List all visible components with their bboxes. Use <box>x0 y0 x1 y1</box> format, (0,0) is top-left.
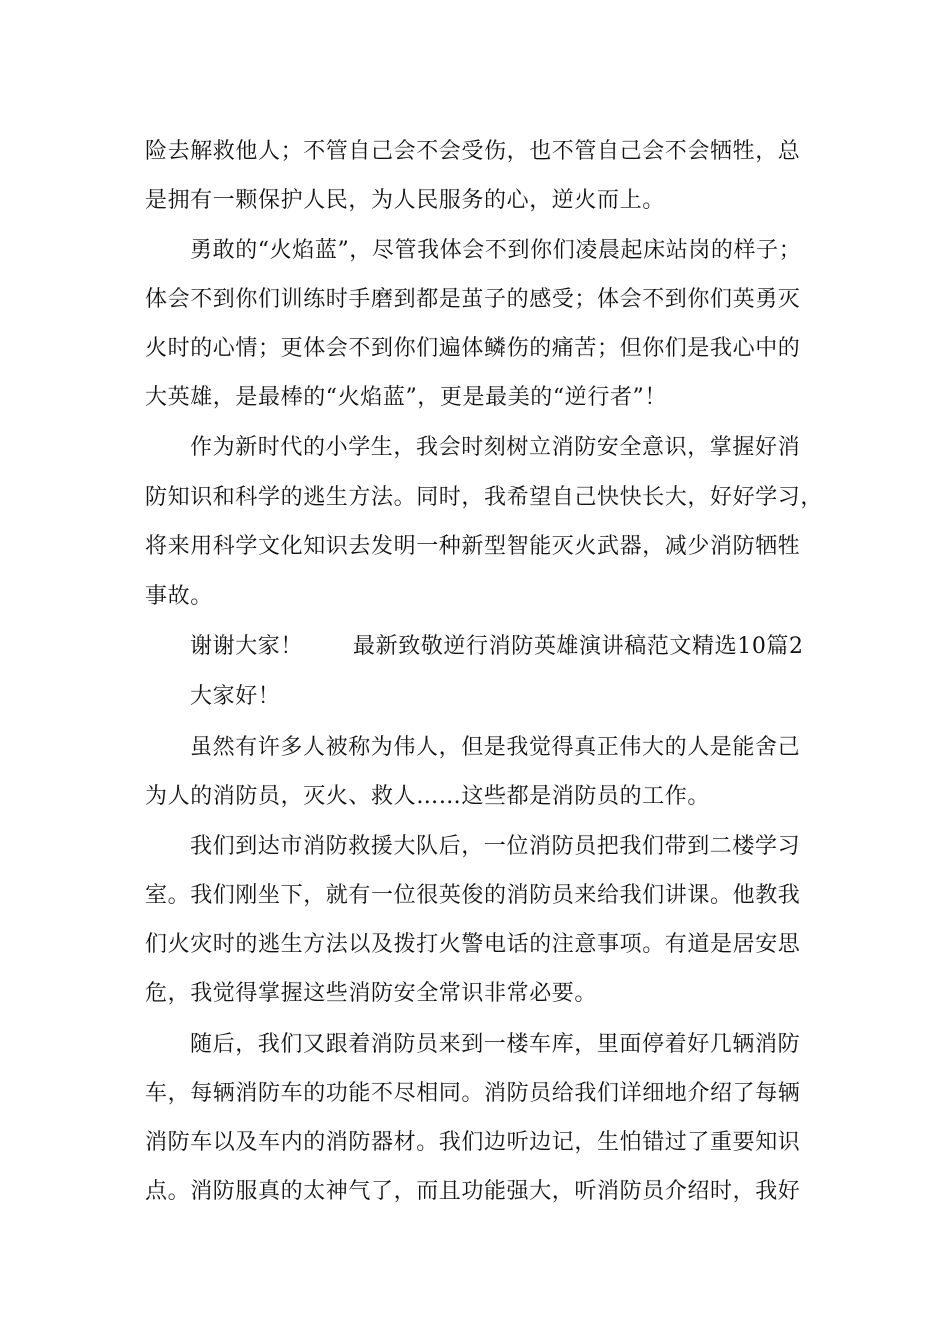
text-line-22: 点。消防服真的太神气了，而且功能强大，听消防员介绍时，我好 <box>145 1179 801 1204</box>
greeting-line: 大家好！ <box>190 684 281 709</box>
text-line-7: 作为新时代的小学生，我会时刻树立消防安全意识，掌握好消 <box>190 435 801 460</box>
text-line-1: 险去解救他人；不管自己会不会受伤，也不管自己会不会牺牲，总 <box>145 139 801 164</box>
text-line-14: 为人的消防员，灭火、救人……这些都是消防员的工作。 <box>145 784 711 809</box>
text-line-6: 大英雄，是最棒的“火焰蓝”，更是最美的“逆行者”！ <box>145 385 667 410</box>
text-line-4: 体会不到你们训练时手磨到都是茧子的感受；体会不到你们英勇灭 <box>145 287 801 312</box>
text-line-17: 们火灾时的逃生方法以及拨打火警电话的注意事项。有道是居安思 <box>145 932 801 957</box>
text-line-20: 车，每辆消防车的功能不尽相同。消防员给我们详细地介绍了每辆 <box>145 1081 801 1106</box>
closing-and-heading-line <box>190 632 804 662</box>
thanks-text: 谢谢大家！ <box>190 634 304 659</box>
text-line-5: 火时的心情；更体会不到你们遍体鳞伤的痛苦；但你们是我心中的 <box>145 336 801 361</box>
text-line-10: 事故。 <box>145 584 213 609</box>
text-line-13: 虽然有许多人被称为伟人，但是我觉得真正伟大的人是能舍己 <box>190 735 801 760</box>
text-line-19: 随后，我们又跟着消防员来到一楼车库，里面停着好几辆消防 <box>190 1032 801 1057</box>
section-heading: 最新致敬逆行消防英雄演讲稿范文精选10篇2 <box>353 634 804 659</box>
text-line-18: 危，我觉得掌握这些消防安全常识非常必要。 <box>145 981 598 1006</box>
text-line-2: 是拥有一颗保护人民，为人民服务的心，逆火而上。 <box>145 188 665 213</box>
text-line-15: 我们到达市消防救援大队后，一位消防员把我们带到二楼学习 <box>190 834 801 859</box>
text-line-3: 勇敢的“火焰蓝”，尽管我体会不到你们凌晨起床站岗的样子； <box>190 238 802 263</box>
text-line-9: 将来用科学文化知识去发明一种新型智能灭火武器，减少消防牺牲 <box>145 534 801 559</box>
text-line-8: 防知识和科学的逃生方法。同时，我希望自己快快长大，好好学习， <box>145 485 824 510</box>
text-line-21: 消防车以及车内的消防器材。我们边听边记，生怕错过了重要知识 <box>145 1130 801 1155</box>
text-line-16: 室。我们刚坐下，就有一位很英俊的消防员来给我们讲课。他教我 <box>145 883 801 908</box>
